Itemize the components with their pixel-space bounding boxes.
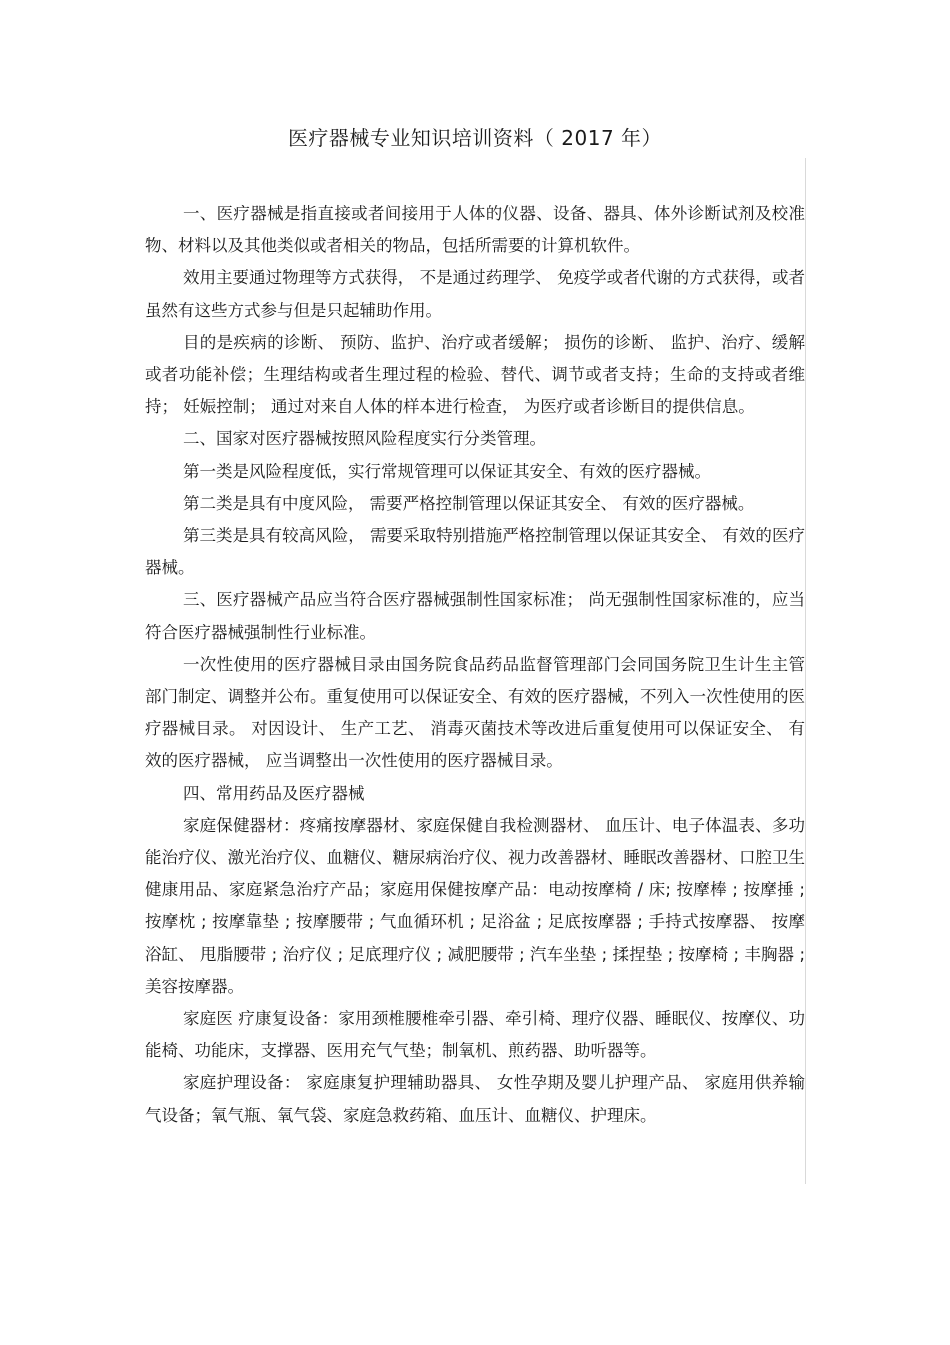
paragraph-home-care-equipment: 家庭护理设备： 家庭康复护理辅助器具、 女性孕期及婴儿护理产品、 家庭用供养输气设备；氧气瓶、氧气袋、家庭急救药箱、血压计、血糖仪、护理床。 [145,1073,805,1125]
paragraph-common-devices-heading: 四、常用药品及医疗器械 [182,783,365,803]
paragraph-purpose: 目的是疾病的诊断、 预防、监护、治疗或者缓解； 损伤的诊断、 监护、治疗、缓解或者功能补偿；生理结构或者生理过程的检验、替代、调节或者支持；生命的支持或者维持； 妊娠控制； 通过对来自人体的样本进行检查， 为医疗或者诊断目的提供信息。 [145,332,805,417]
paragraph-effect: 效用主要通过物理等方式获得， 不是通过药理学、 免疫学或者代谢的方式获得，或者虽然有这些方式参与但是只起辅助作用。 [145,268,805,320]
paragraph-classification-heading: 二、国家对医疗器械按照风险程度实行分类管理。 [182,429,546,449]
paragraph-standards: 三、医疗器械产品应当符合医疗器械强制性国家标准； 尚无强制性国家标准的，应当符合医疗器械强制性行业标准。 [145,590,805,642]
paragraph-home-health-equipment: 家庭保健器材：疼痛按摩器材、家庭保健自我检测器材、 血压计、电子体温表、多功能治疗仪、激光治疗仪、血糖仪、糖尿病治疗仪、视力改善器材、睡眠改善器材、口腔卫生健康用品、家庭紧急治疗产品；家庭用保健按摩产品：电动按摩椅 / 床; 按摩棒 ; 按摩捶 ; 按摩枕 ; 按摩靠垫 ; 按摩腰带 ; 气血循环机 ; 足浴盆 ; 足底按摩器 ; 手持式按摩器、 按摩浴缸、 甩脂腰带 ; 治疗仪 ; 足底理疗仪 ; 减肥腰带 ; 汽车坐垫 ; 揉捏垫 ; 按摩椅 ; 丰胸器 ; 美容按摩器。 [145,815,805,996]
paragraph-definition: 一、医疗器械是指直接或者间接用于人体的仪器、设备、器具、体外诊断试剂及校准物、材料以及其他类似或者相关的物品，包括所需要的计算机软件。 [145,204,805,256]
document-title: 医疗器械专业知识培训资料（ 2017 年） [287,126,663,150]
paragraph-class-three: 第三类是具有较高风险， 需要采取特别措施严格控制管理以保证其安全、 有效的医疗器械。 [145,526,805,578]
document-body [145,198,805,1132]
paragraph-home-rehab-equipment: 家庭医 疗康复设备：家用颈椎腰椎牵引器、牵引椅、理疗仪器、睡眠仪、按摩仪、功能椅、功能床，支撑器、医用充气气垫；制氧机、煎药器、助听器等。 [145,1009,805,1061]
paragraph-class-two: 第二类是具有中度风险， 需要严格控制管理以保证其安全、 有效的医疗器械。 [182,493,755,513]
paragraph-class-one: 第一类是风险程度低，实行常规管理可以保证其安全、有效的医疗器械。 [182,461,711,481]
paragraph-disposable-catalog: 一次性使用的医疗器械目录由国务院食品药品监督管理部门会同国务院卫生计生主管部门制定、调整并公布。重复使用可以保证安全、有效的医疗器械，不列入一次性使用的医疗器械目录。 对因设计、 生产工艺、 消毒灭菌技术等改进后重复使用可以保证安全、 有效的医疗器械， 应当调整出一次性使用的医疗器械目录。 [145,654,805,771]
right-border-line [805,158,806,1184]
